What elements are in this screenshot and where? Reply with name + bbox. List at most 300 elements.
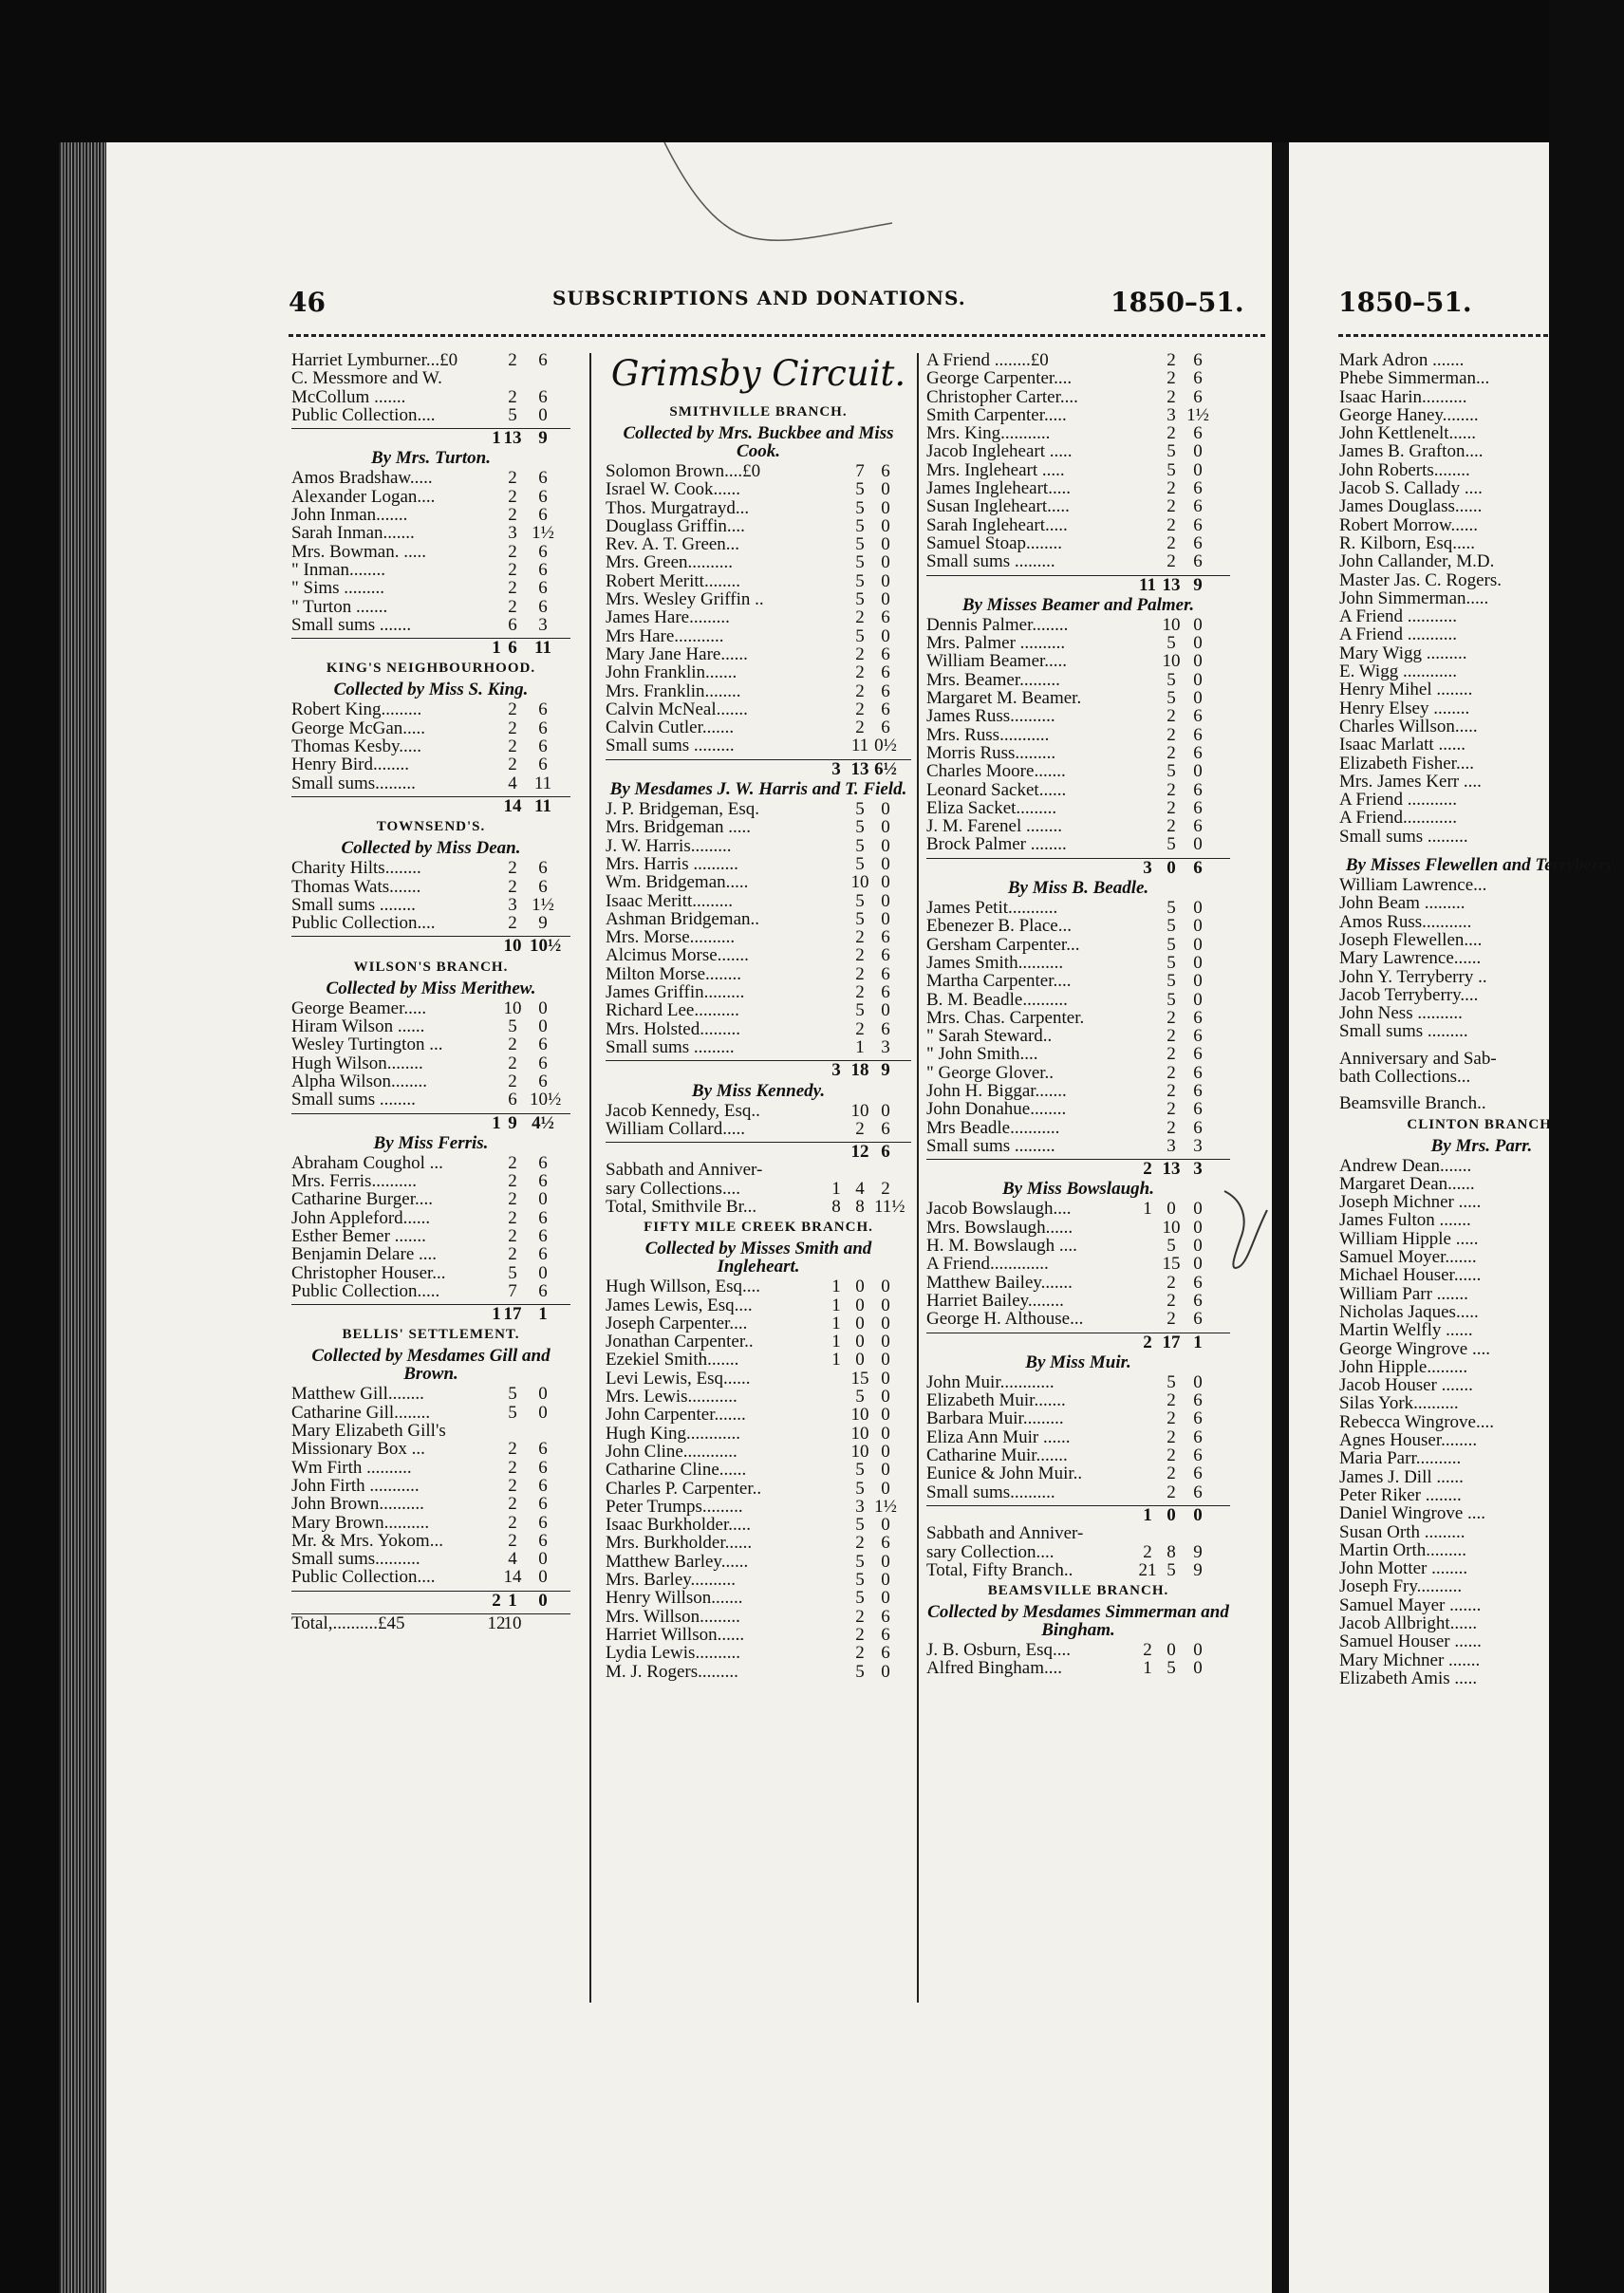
entry-row [926,1100,1230,1118]
amount-pence: 6 [538,578,548,599]
donor-name: Matthew Bailey....... [926,1272,1073,1293]
donor-name: C. Messmore and W. [291,368,442,389]
amount-pounds: 8 [831,1196,841,1217]
collector-heading: Collected by Miss Merithew. [326,978,536,998]
donor-name: Mrs. Holsted......... [606,1018,740,1039]
donor-name: Mrs. Morse.......... [606,927,736,948]
donor-name: James Ingleheart..... [926,478,1071,499]
amount-pence: 0 [881,1313,890,1333]
amount-shillings: 5 [855,570,865,591]
donor-name: Susan Orth ......... [1339,1521,1465,1542]
donor-name: Amos Bradshaw..... [291,468,433,489]
donor-name: Calvin Cutler....... [606,718,735,738]
donor-name: Peter Trumps......... [606,1496,743,1517]
entry-row [1339,497,1624,515]
entry-row [606,983,911,1001]
entry-row [291,700,570,718]
donor-name: Thos. Murgatrayd... [606,497,750,518]
amount-shillings: 10 [850,1423,869,1444]
amount-shillings: 2 [1167,779,1176,800]
amount-shillings: 3 [855,1496,865,1517]
amount-shillings: 5 [855,1570,865,1591]
entry-row [1339,913,1624,931]
donor-name: Robert Meritt........ [606,570,740,591]
donor-name: John Carpenter....... [606,1405,746,1426]
entry-row [1339,1504,1624,1522]
donor-name: Jacob Ingleheart ..... [926,441,1073,462]
donor-name: Small sums ........ [291,1090,416,1110]
donor-name: Hugh Willson, Esq.... [606,1277,761,1297]
branch-heading: BEAMSVILLE BRANCH. [987,1583,1169,1599]
entry-row [1339,1614,1624,1632]
amount-pence: 6 [1193,724,1203,745]
entry-row [926,552,1230,570]
amount-shillings: 13 [1162,1159,1181,1180]
amount-shillings: 2 [508,350,517,370]
entry-row [291,543,570,561]
amount-shillings: 10 [1162,651,1181,672]
amount-shillings: 2 [508,559,517,580]
entry-row [291,774,570,792]
entry-row [926,652,1230,670]
amount-pence: 0 [538,1549,548,1570]
subtotal-row [926,1506,1230,1524]
amount-shillings: 6 [508,1090,517,1110]
amount-pence: 0 [538,1384,548,1405]
amount-pence: 0 [881,589,890,610]
amount-pence: 0 [1193,934,1203,955]
donor-name: James Hare......... [606,607,730,628]
amount-shillings: 2 [1167,496,1176,517]
donor-name: R. Kilborn, Esq..... [1339,532,1476,553]
amount-shillings: 5 [1167,459,1176,480]
entry-row [291,1404,570,1422]
donor-name: Charles Moore....... [926,761,1066,782]
amount-shillings: 2 [508,1053,517,1073]
entry-row [1339,516,1624,534]
branch-heading: SMITHVILLE BRANCH. [669,404,848,419]
amount-pounds: 21 [1138,1559,1157,1580]
amount-shillings: 2 [508,858,517,879]
donor-name: Sarah Ingleheart..... [926,514,1068,535]
entry-row [1339,1577,1624,1595]
entry-row [606,855,911,873]
entry-row [606,837,911,855]
entry-row [606,928,911,946]
entry-row [606,1001,911,1019]
donor-name: Public Collection..... [291,1280,440,1301]
donor-name: Daniel Wingrove .... [1339,1503,1486,1524]
amount-pence: 0 [881,552,890,573]
amount-pence: 6 [1193,423,1203,444]
donor-name: Public Collection.... [291,1567,436,1588]
collector-heading: By Miss Kennedy. [691,1080,826,1101]
donor-name: James Fulton ....... [1339,1210,1471,1231]
amount-shillings: 5 [508,1016,517,1037]
amount-shillings: 2 [508,913,517,934]
donor-name: Jacob Houser ....... [1339,1375,1473,1396]
donor-name: Thomas Kesby..... [291,736,422,757]
donor-name: John Kettlenelt...... [1339,423,1477,444]
donor-name: B. M. Beadle.......... [926,989,1068,1010]
amount-shillings: 15 [850,1368,869,1389]
amount-pence: 6 [1193,1099,1203,1120]
amount-shillings: 5 [508,1384,517,1405]
entry-row [291,488,570,506]
donor-name: Morris Russ......... [926,742,1056,763]
donor-name: Elizabeth Muir....... [926,1390,1066,1411]
entry-row [291,598,570,616]
branch-heading: TOWNSEND'S. [376,819,486,835]
donor-name: John Appleford...... [291,1207,431,1228]
entry-row [926,1082,1230,1100]
entry-row [606,800,911,818]
entry-row [606,818,911,836]
entry-row [1339,388,1624,406]
donor-name: Mr. & Mrs. Yokom... [291,1530,443,1551]
amount-pence: 0 [881,479,890,500]
amount-shillings: 2 [1167,706,1176,727]
amount-shillings: 2 [508,1207,517,1228]
amount-shillings: 2 [855,1018,865,1039]
amount-shillings: 2 [1167,1408,1176,1429]
subtotal-row [926,576,1230,594]
amount-shillings: 2 [1167,1290,1176,1311]
amount-shillings: 13 [503,428,522,449]
amount-shillings: 2 [1167,1080,1176,1101]
donor-name: Martin Welfly ...... [1339,1320,1473,1341]
donor-name: Jacob S. Callady .... [1339,478,1483,499]
amount-shillings: 2 [1167,1309,1176,1330]
amount-pence: 1½ [532,523,554,544]
entry-row [291,1190,570,1208]
entry-row [926,1428,1230,1446]
amount-pence: 6 [538,559,548,580]
amount-shillings: 5 [855,908,865,929]
donor-name: Alfred Bingham.... [926,1658,1063,1679]
paper-crease-mark [607,142,911,256]
donor-name: Joseph Carpenter.... [606,1313,748,1333]
amount-pence: 6 [881,680,890,701]
amount-shillings: 2 [508,1457,517,1478]
entry-row [926,835,1230,853]
entry-row [926,1064,1230,1082]
entry-row [606,892,911,910]
amount-pence: 6 [538,386,548,407]
entry-row [926,917,1230,935]
donor-name: Small sums ....... [291,614,412,635]
donor-name: Henry Mihel ........ [1339,680,1473,700]
donor-name: A Friend............. [926,1254,1049,1275]
donor-name: M. J. Rogers......... [606,1661,738,1682]
collector-heading: Collected by Misses Smith and Ingleheart. [644,1239,872,1277]
donor-name: James Griffin......... [606,982,745,1003]
amount-pence: 9 [1193,1541,1203,1562]
amount-pence: 0 [881,1100,890,1121]
entry-row [606,1351,911,1369]
amount-pence: 6 [1193,478,1203,499]
donor-name: Thomas Wats....... [291,876,421,897]
donor-name: Total, Fifty Branch.. [926,1559,1073,1580]
entry-row [1339,424,1624,442]
donor-name: Harriet Bailey........ [926,1290,1064,1311]
amount-pence: 6 [538,596,548,617]
amount-shillings: 8 [855,1196,865,1217]
amount-pounds: 1 [492,638,501,659]
amount-pence: 6 [1193,1290,1203,1311]
donor-name: William Lawrence... [1339,875,1487,896]
entry-row [606,462,911,480]
subtotal-row [606,1143,911,1161]
amount-pence: 0 [881,1441,890,1462]
amount-pence: 6 [881,1606,890,1627]
amount-pence: 6 [1193,1445,1203,1466]
amount-pence: 3 [1193,1159,1203,1180]
amount-pence: 0 [881,1368,890,1389]
entry-row [1339,442,1624,460]
donor-name: Henry Bird........ [291,755,410,775]
entry-row [606,1120,911,1138]
donor-name: Henry Elsey ........ [1339,698,1470,718]
donor-name: Mary Michner ....... [1339,1650,1481,1670]
entry-row [1339,479,1624,497]
donor-name: Esther Bemer ....... [291,1225,426,1246]
amount-shillings: 2 [508,1475,517,1496]
entry-row [606,1161,911,1179]
entry-row [926,1200,1230,1218]
amount-pence: 6 [538,350,548,370]
amount-shillings: 2 [855,643,865,664]
donor-name: Harriet Lymburner...£0 [291,350,458,370]
amount-pence: 6 [881,945,890,966]
entry-row [606,517,911,535]
circuit-heading: Grimsby Circuit. [610,353,906,394]
branch-heading: FIFTY MILE CREEK BRANCH. [644,1220,873,1236]
amount-pence: 0 [881,1551,890,1572]
amount-pence: 0 [881,1405,890,1426]
amount-pence: 0 [881,1515,890,1536]
amount-pence: 6 [1193,1482,1203,1502]
entry-row [1339,736,1624,754]
amount-shillings: 5 [1167,1658,1176,1679]
amount-pounds: 1 [492,1304,501,1325]
entry-row [291,1459,570,1477]
amount-pence: 4½ [532,1112,554,1133]
entry-row [606,1498,911,1516]
entry-row [291,1264,570,1282]
amount-shillings: 11 [850,736,869,756]
donor-name: James J. Dill ...... [1339,1466,1464,1487]
amount-shillings: 5 [855,479,865,500]
amount-shillings: 5 [855,853,865,874]
entry-row [1339,1394,1624,1412]
amount-shillings: 5 [855,835,865,856]
amount-pence: 3 [1193,1135,1203,1156]
amount-shillings: 14 [503,1567,522,1588]
amount-pounds: 2 [1143,1640,1152,1661]
amount-shillings: 17 [1162,1332,1181,1352]
entry-row [291,755,570,774]
entry-row [606,1277,911,1296]
donor-name: Harriet Willson...... [606,1624,745,1645]
amount-pence: 0 [881,534,890,555]
entry-row [606,590,911,608]
amount-shillings: 5 [855,1478,865,1499]
collector-heading: By Miss B. Beadle. [1007,878,1149,899]
amount-pence: 0 [881,1478,890,1499]
amount-pence: 6 [1193,1117,1203,1138]
amount-shillings: 2 [1167,551,1176,572]
donor-name: Small sums ......... [1339,826,1468,847]
amount-pence: 0 [881,1423,890,1444]
amount-shillings: 13 [850,758,869,779]
amount-pounds: 1 [492,1112,501,1133]
donor-name: E. Wigg ............ [1339,662,1457,682]
amount-pence: 6 [1193,1007,1203,1028]
amount-pounds: 1 [1143,1199,1152,1220]
amount-shillings: 0 [855,1295,865,1315]
amount-pence: 0 [538,1262,548,1283]
amount-pence: 6 [1193,1272,1203,1293]
donor-name: Joseph Flewellen.... [1339,929,1483,950]
donor-name: John Cline............ [606,1441,737,1462]
donor-name: Eliza Ann Muir ...... [926,1426,1071,1447]
donor-name: John Muir............ [926,1371,1055,1392]
entry-row [291,1440,570,1458]
donor-name: Richard Lee.......... [606,1000,739,1021]
column-c [926,351,1230,1678]
donor-name: Jacob Allbright...... [1339,1613,1478,1633]
amount-pence: 0 [881,1277,890,1297]
amount-shillings: 2 [1167,423,1176,444]
amount-shillings: 2 [508,505,517,526]
donor-name: Andrew Dean....... [1339,1155,1472,1176]
entry-row [926,1409,1230,1427]
amount-pence: 0 [1193,614,1203,635]
entry-row [291,1245,570,1263]
donor-name: Mrs Hare........... [606,625,724,646]
total-row [926,1561,1230,1579]
amount-shillings: 5 [855,1515,865,1536]
entry-row [291,896,570,914]
amount-shillings: 0 [855,1350,865,1370]
donor-name: Mary Lawrence...... [1339,948,1482,969]
donor-name: Catharine Burger.... [291,1189,433,1210]
entry-row [291,1385,570,1403]
amount-shillings: 2 [508,1071,517,1091]
entry-row [291,1035,570,1053]
amount-shillings: 6 [508,638,517,659]
amount-shillings: 2 [1167,1117,1176,1138]
amount-pence: 6 [881,461,890,481]
donor-name: Lydia Lewis.......... [606,1643,740,1664]
amount-pence: 0 [1193,1254,1203,1275]
amount-shillings: 2 [508,596,517,617]
amount-pence: 6 [538,1512,548,1533]
amount-pence: 6 [1193,742,1203,763]
amount-shillings: 7 [508,1280,517,1301]
entry-row [1339,699,1624,718]
donor-name: Catharine Cline...... [606,1460,747,1481]
amount-shillings: 15 [1162,1254,1181,1275]
entry-row [606,1480,911,1498]
amount-pence: 6 [881,1643,890,1664]
entry-row [606,1314,911,1333]
amount-pence: 3 [881,1036,890,1057]
amount-shillings: 6 [508,614,517,635]
donor-name: Douglass Griffin.... [606,515,745,536]
entry-row [606,627,911,645]
donor-name: John Beam ......... [1339,893,1465,914]
amount-shillings: 2 [1167,368,1176,389]
amount-pence: 0 [881,1350,890,1370]
entry-row [926,1237,1230,1255]
entry-row [606,1571,911,1589]
amount-shillings: 2 [508,1189,517,1210]
amount-shillings: 3 [1167,404,1176,425]
pencil-tick-mark [1220,1182,1277,1277]
amount-shillings: 2 [1167,1062,1176,1083]
amount-shillings: 10 [503,1613,522,1634]
donor-name: Isaac Meritt......... [606,890,734,911]
entry-row [926,1391,1230,1409]
entry-row [1339,1632,1624,1650]
amount-shillings: 8 [1167,1541,1176,1562]
subtotal-row [291,429,570,447]
amount-pence: 6 [538,468,548,489]
amount-pence: 6 [1193,350,1203,370]
entry-row [926,1009,1230,1027]
entry-row [606,1516,911,1534]
amount-pence: 0 [881,570,890,591]
donor-name: Public Collection.... [291,404,436,425]
entry-row [606,1553,911,1571]
entry-row [291,859,570,877]
amount-pence: 0 [538,1016,548,1037]
amount-pence: 0 [881,835,890,856]
amount-pence: 0 [1193,688,1203,709]
amount-pence: 1 [1193,1332,1203,1352]
donor-name: Wm Firth .......... [291,1457,412,1478]
amount-pounds: 3 [831,758,841,779]
donor-name: bath Collections... [1339,1066,1471,1087]
donor-name: John Roberts........ [1339,459,1470,480]
entry-row [926,689,1230,707]
entry-row [1339,461,1624,479]
entry-row [926,762,1230,780]
entry-row [1339,1303,1624,1321]
amount-shillings: 2 [1167,1044,1176,1065]
amount-pence: 0 [1193,952,1203,973]
amount-pence: 6 [538,1457,548,1478]
donor-name: Nicholas Jaques..... [1339,1301,1479,1322]
amount-shillings: 2 [1167,797,1176,818]
donor-name: Brock Palmer ........ [926,834,1067,855]
amount-shillings: 2 [855,1606,865,1627]
amount-pence: 11 [534,638,551,659]
header-rule-left [289,334,1268,337]
amount-pence: 6½ [874,758,897,779]
amount-pence: 6 [538,1494,548,1515]
donor-name: Mrs. Lewis........... [606,1387,737,1407]
amount-pence: 6 [1193,1044,1203,1065]
entry-row [1339,1050,1624,1068]
donor-name: Wm. Bridgeman..... [606,872,749,893]
donor-name: James Douglass...... [1339,496,1483,517]
amount-pence: 11½ [874,1196,905,1217]
donor-name: Mary Wigg ......... [1339,643,1467,663]
entry-row [291,1495,570,1513]
